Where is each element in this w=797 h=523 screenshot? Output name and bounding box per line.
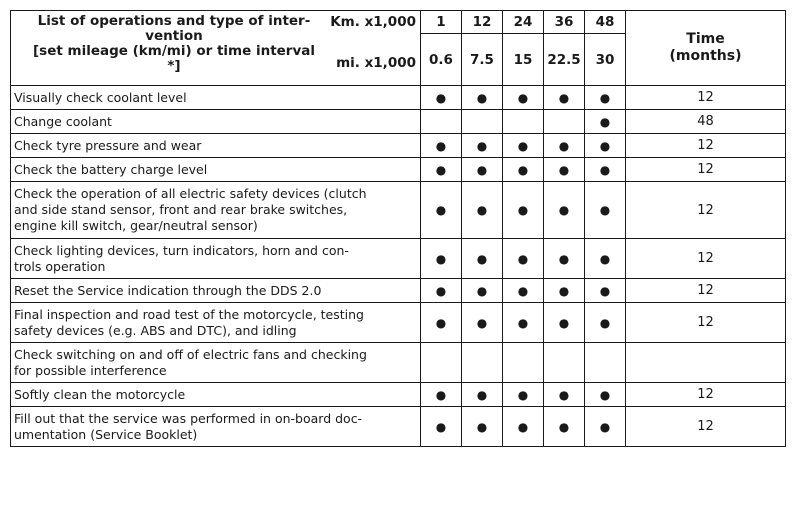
empty-cell — [544, 110, 585, 134]
bullet-icon: ● — [544, 158, 585, 182]
table-row — [11, 407, 786, 447]
empty-cell — [503, 110, 544, 134]
empty-cell — [503, 343, 544, 383]
time-months-value: 12 — [626, 182, 786, 239]
bullet-icon: ● — [421, 134, 462, 158]
bullet-icon: ● — [503, 182, 544, 239]
empty-cell — [585, 343, 626, 383]
bullet-icon: ● — [421, 239, 462, 279]
empty-cell — [462, 110, 503, 134]
bullet-icon: ● — [421, 303, 462, 343]
maintenance-schedule — [10, 10, 786, 447]
bullet-icon: ● — [503, 134, 544, 158]
bullet-icon: ● — [544, 239, 585, 279]
bullet-icon: ● — [421, 279, 462, 303]
header-row-km — [11, 11, 786, 34]
table-row — [11, 182, 786, 239]
mi-unit-label: mi. x1,000 — [336, 55, 416, 71]
table-row — [11, 158, 786, 182]
bullet-icon: ● — [462, 303, 503, 343]
time-months-value: 12 — [626, 239, 786, 279]
operations-header — [11, 11, 421, 86]
table-row — [11, 110, 786, 134]
empty-cell — [421, 110, 462, 134]
operation-description: Check switching on and off of electric fans and checking for possible interference — [11, 343, 421, 383]
time-months-value: 12 — [626, 383, 786, 407]
bullet-icon: ● — [462, 86, 503, 110]
bullet-icon: ● — [585, 303, 626, 343]
bullet-icon: ● — [585, 383, 626, 407]
operation-description: Visually check coolant level — [11, 86, 421, 110]
operation-description: Check the battery charge level — [11, 158, 421, 182]
bullet-icon: ● — [585, 86, 626, 110]
bullet-icon: ● — [421, 383, 462, 407]
operation-description: Softly clean the motorcycle — [11, 383, 421, 407]
bullet-icon: ● — [544, 407, 585, 447]
bullet-icon: ● — [503, 239, 544, 279]
table-row — [11, 279, 786, 303]
empty-cell — [462, 343, 503, 383]
bullet-icon: ● — [544, 86, 585, 110]
bullet-icon: ● — [544, 182, 585, 239]
mi-interval: 22.5 — [544, 34, 585, 86]
operation-description: Reset the Service indication through the DDS 2.0 — [11, 279, 421, 303]
bullet-icon: ● — [503, 158, 544, 182]
km-unit-label: Km. x1,000 — [330, 14, 416, 30]
bullet-icon: ● — [462, 158, 503, 182]
table-row — [11, 343, 786, 383]
bullet-icon: ● — [585, 239, 626, 279]
schedule-body — [11, 86, 786, 447]
bullet-icon: ● — [544, 279, 585, 303]
operation-description: Fill out that the service was performed in on-board doc- umentation (Service Booklet) — [11, 407, 421, 447]
bullet-icon: ● — [585, 407, 626, 447]
mi-interval: 30 — [585, 34, 626, 86]
bullet-icon: ● — [462, 383, 503, 407]
operation-description: Check tyre pressure and wear — [11, 134, 421, 158]
bullet-icon: ● — [503, 407, 544, 447]
bullet-icon: ● — [585, 110, 626, 134]
bullet-icon: ● — [585, 279, 626, 303]
operation-description: Check lighting devices, turn indicators, horn and con- trols operation — [11, 239, 421, 279]
maintenance-table — [10, 10, 786, 447]
bullet-icon: ● — [544, 383, 585, 407]
table-row — [11, 303, 786, 343]
km-interval: 24 — [503, 11, 544, 34]
bullet-icon: ● — [421, 86, 462, 110]
time-months-value: 12 — [626, 279, 786, 303]
km-interval: 12 — [462, 11, 503, 34]
mi-interval: 15 — [503, 34, 544, 86]
bullet-icon: ● — [503, 383, 544, 407]
bullet-icon: ● — [585, 134, 626, 158]
time-months-value: 48 — [626, 110, 786, 134]
bullet-icon: ● — [503, 303, 544, 343]
operation-description: Final inspection and road test of the motorcycle, testing safety devices (e.g. ABS and DTC), and idling — [11, 303, 421, 343]
time-months-value: 12 — [626, 303, 786, 343]
time-months-value: 12 — [626, 158, 786, 182]
km-interval: 1 — [421, 11, 462, 34]
bullet-icon: ● — [462, 134, 503, 158]
bullet-icon: ● — [462, 407, 503, 447]
time-months-value: 12 — [626, 134, 786, 158]
table-row — [11, 239, 786, 279]
mi-interval: 0.6 — [421, 34, 462, 86]
bullet-icon: ● — [462, 279, 503, 303]
empty-cell — [421, 343, 462, 383]
table-row — [11, 134, 786, 158]
table-row — [11, 383, 786, 407]
km-interval: 36 — [544, 11, 585, 34]
bullet-icon: ● — [503, 279, 544, 303]
time-months-header: Time (months) — [626, 11, 786, 86]
operations-header-title: List of operations and type of inter- vention [set mileage (km/mi) or time interval *] — [32, 13, 315, 74]
table-row — [11, 86, 786, 110]
time-months-value: 12 — [626, 407, 786, 447]
operation-description: Change coolant — [11, 110, 421, 134]
bullet-icon: ● — [585, 158, 626, 182]
bullet-icon: ● — [421, 182, 462, 239]
bullet-icon: ● — [503, 86, 544, 110]
mi-interval: 7.5 — [462, 34, 503, 86]
bullet-icon: ● — [462, 239, 503, 279]
km-interval: 48 — [585, 11, 626, 34]
bullet-icon: ● — [544, 134, 585, 158]
empty-cell — [544, 343, 585, 383]
time-months-value: 12 — [626, 86, 786, 110]
time-months-value — [626, 343, 786, 383]
bullet-icon: ● — [462, 182, 503, 239]
operation-description: Check the operation of all electric safety devices (clutch and side stand sensor, front and rear brake switches, engine kill switch, gear/neutral sensor) — [11, 182, 421, 239]
bullet-icon: ● — [544, 303, 585, 343]
bullet-icon: ● — [421, 158, 462, 182]
bullet-icon: ● — [421, 407, 462, 447]
bullet-icon: ● — [585, 182, 626, 239]
